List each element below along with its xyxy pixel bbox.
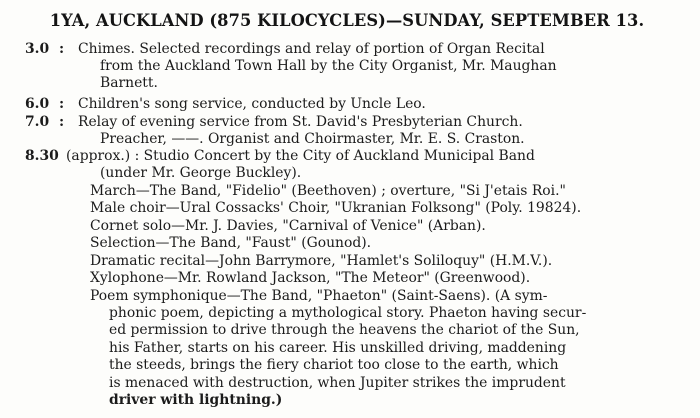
entry-time: 3.0 [25,41,50,57]
programme-item: Male choir—Ural Cossacks' Choir, "Ukranian Folksong" (Poly. 19824). [90,200,582,216]
entry-text-line: Chimes. Selected recordings and relay of portion of Organ Recital [78,41,545,57]
programme-item-continuation: ed permission to drive through the heavens the chariot of the Sun, [109,322,580,338]
programme-item: Dramatic recital—John Barrymore, "Hamlet's Soliloquy" (H.M.V.). [90,253,553,269]
entry-text-line: Children's song service, conducted by Uncle Leo. [78,96,426,112]
entry-text-line: Preacher, ——. Organist and Choirmaster, Mr. E. S. Craston. [100,131,525,147]
entry-time: 7.0 [25,114,50,130]
programme-item: Xylophone—Mr. Rowland Jackson, "The Meteor" (Greenwood). [90,270,531,286]
entry-time: 8.30 [25,148,59,164]
entry-text-line: Barnett. [100,75,158,91]
programme-item: Selection—The Band, "Faust" (Gounod). [90,235,372,251]
programme-item: Poem symphonique—The Band, "Phaeton" (Saint-Saens). (A sym- [90,288,548,304]
entry-text-line: (under Mr. George Buckley). [100,165,302,181]
entry-separator: : [59,96,65,112]
entry-text-line: from the Auckland Town Hall by the City Organist, Mr. Maughan [100,58,557,74]
entry-time: 6.0 [25,96,50,112]
programme-item-continuation: phonic poem, depicting a mythological story. Phaeton having secur- [109,305,587,321]
station-heading: 1YA, AUCKLAND (875 KILOCYCLES)—SUNDAY, SEPTEMBER 13. [49,11,645,30]
programme-item: Cornet solo—Mr. J. Davies, "Carnival of Venice" (Arban). [90,218,486,234]
programme-item-continuation: his Father, starts on his career. His unskilled driving, maddening [109,340,567,356]
programme-item: March—The Band, "Fidelio" (Beethoven) ; overture, "Si J'etais Roi." [90,183,566,199]
entry-text-line: (approx.) : Studio Concert by the City of Auckland Municipal Band [66,148,535,164]
entry-text-line: Relay of evening service from St. David's Presbyterian Church. [78,114,523,130]
entry-separator: : [59,41,65,57]
programme-item-continuation: is menaced with destruction, when Jupiter strikes the imprudent [109,375,566,391]
programme-item-continuation: the steeds, brings the fiery chariot too close to the earth, which [109,357,559,373]
programme-item-continuation: driver with lightning.) [109,392,283,408]
entry-separator: : [59,114,65,130]
